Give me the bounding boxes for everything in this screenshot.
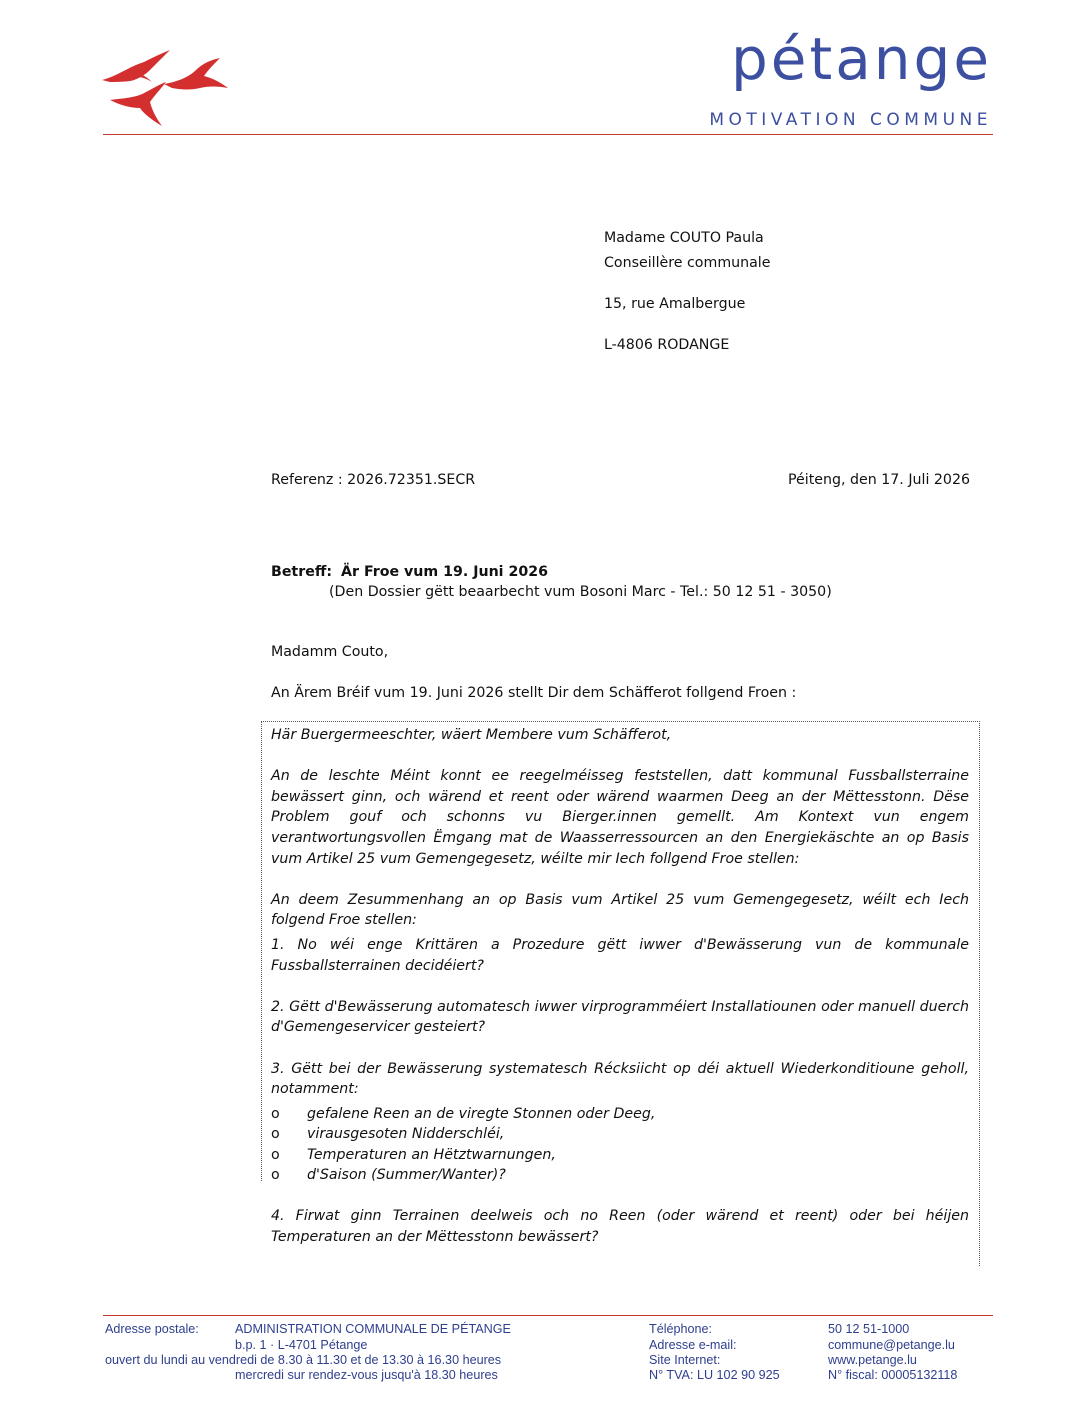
subject-label: Betreff: [271, 564, 333, 580]
brand-name: pétange [730, 25, 992, 93]
question-2: 2. Gëtt d'Bewässerung automatesch iwwer virprogramméiert Installatiounen oder manuell duerch d'Gemengeservicer gesteiert? [271, 998, 969, 1036]
footer-divider [103, 1315, 993, 1316]
salutation: Madamm Couto, [271, 644, 389, 660]
list-item: o gefalene Reen an de viregte Stonnen oder Deeg, [271, 1104, 969, 1125]
intro-paragraph: An Ärem Bréif vum 19. Juni 2026 stellt Dir dem Schäfferot follgend Froen : [271, 685, 797, 701]
footer-postal-label: Adresse postale: [105, 1322, 199, 1336]
bullet-marker: o [271, 1126, 280, 1143]
bullet-marker: o [271, 1167, 280, 1184]
reference-date-row [271, 470, 970, 490]
footer-website-link[interactable]: www.petange.lu [828, 1353, 917, 1367]
list-item: o Temperaturen an Hëtztwarnungen, [271, 1145, 969, 1166]
header-divider [103, 134, 993, 135]
footer-email-link[interactable]: commune@petange.lu [828, 1338, 955, 1352]
recipient-title: Conseillère communale [604, 255, 771, 271]
recipient-street: 15, rue Amalbergue [604, 296, 746, 312]
bullet-marker: o [271, 1146, 280, 1163]
brand-tagline: MOTIVATION COMMUNE [709, 110, 992, 130]
footer-email-label: Adresse e-mail: [649, 1338, 737, 1352]
footer-tva: N° TVA: LU 102 90 925 [649, 1368, 780, 1382]
footer-phone-value: 50 12 51-1000 [828, 1322, 910, 1336]
question-1: 1. No wéi enge Krittären a Prozedure gëtt iwwer d'Bewässerung vun de kommunale Fussballsterrainen decidéiert? [271, 936, 969, 974]
place-date: Péiteng, den 17. Juli 2026 [787, 472, 970, 488]
quoted-question-text [271, 725, 969, 1268]
list-item: o virausgesoten Nidderschléi, [271, 1124, 969, 1145]
subject-text: Är Froe vum 19. Juni 2026 [341, 564, 548, 580]
footer-site-label: Site Internet: [649, 1353, 721, 1367]
quoted-greeting: Här Buergermeeschter, wäert Membere vum Schäfferot, [271, 727, 672, 743]
recipient-city: L-4806 RODANGE [604, 337, 730, 353]
footer-phone-label: Téléphone: [649, 1322, 713, 1336]
bullet-marker: o [271, 1105, 280, 1122]
footer-postal-box: b.p. 1 · L-4701 Pétange [235, 1338, 368, 1352]
list-item: o d'Saison (Summer/Wanter)? [271, 1165, 969, 1186]
question-3: 3. Gëtt bei der Bewässerung systematesch Récksiicht op déi aktuell Wiederkonditioune geholl, notamment: [271, 1060, 969, 1098]
footer-hours-weekdays: ouvert du lundi au vendredi de 8.30 à 11.30 et de 13.30 à 16.30 heures [105, 1353, 502, 1367]
quoted-paragraph-1: An de leschte Méint konnt ee reegelméisseg feststellen, datt kommunal Fussballsterraine bewässert ginn, och wärend et reent oder wärend waarmen Deeg an der Mëttesstonn. Dëse Problem gouf och schonns vu Bierger.innen gemellt. Am Kontext vun engem verantwortungsvollen Ëmgang mat de Waasserressourcen an den Energiekäschte an op Basis vum Artikel 25 vum Gemengegesetz, wéilte mir Iech follgend Froe stellen: [271, 768, 969, 867]
reference: Referenz : 2026.72351.SECR [271, 472, 476, 488]
footer-postal-name: ADMINISTRATION COMMUNALE DE PÉTANGE [235, 1322, 511, 1336]
question-3-bullets [271, 1104, 969, 1186]
subject-block [271, 562, 971, 602]
recipient-name: Madame COUTO Paula [604, 230, 764, 246]
question-4: 4. Firwat ginn Terrainen deelweis och no Reen (oder wärend et reent) oder bei héijen Temperaturen an der Mëttesstonn bewässert? [271, 1208, 969, 1245]
quoted-question-frame-left [261, 721, 262, 1181]
swallows-logo-icon [100, 48, 232, 130]
footer-hours-wednesday: mercredi sur rendez-vous jusqu'à 18.30 heures [235, 1368, 498, 1382]
footer-fiscal-number: N° fiscal: 00005132118 [828, 1368, 958, 1382]
subject-handler: (Den Dossier gëtt beaarbecht vum Bosoni Marc - Tel.: 50 12 51 - 3050) [329, 584, 832, 600]
quoted-paragraph-2: An deem Zesummenhang an op Basis vum Artikel 25 vum Gemengegesetz, wéilt ech Iech folgend Froe stellen: [271, 891, 969, 929]
